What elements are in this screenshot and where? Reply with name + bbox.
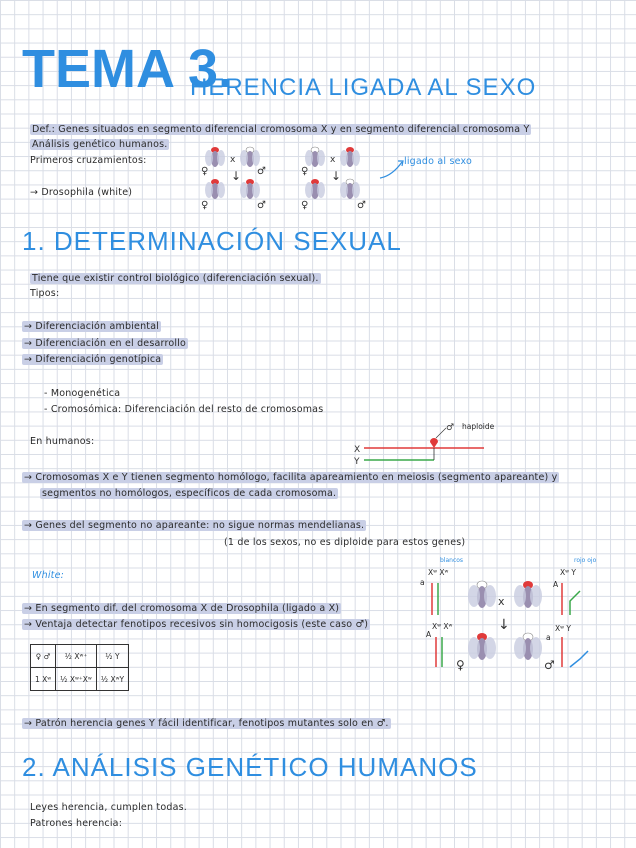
- allele-a-left: a: [420, 578, 425, 587]
- tema-subtitle: HERENCIA LIGADA AL SEXO: [190, 74, 537, 101]
- ligado-label: ligado al sexo: [404, 156, 473, 167]
- xw-y-low-label: Xʷ Y: [555, 624, 571, 633]
- svg-text:Y: Y: [354, 457, 360, 467]
- svg-text:♀: ♀: [301, 166, 309, 177]
- genes-line2: (1 de los sexos, no es diploide para estos genes): [224, 537, 466, 548]
- punnett-row1: 1 Xʷ: [31, 668, 56, 691]
- svg-text:x: x: [498, 595, 505, 608]
- punnett-cell1: ½ Xʷ⁺Xʷ: [56, 668, 97, 691]
- svg-text:♀: ♀: [201, 166, 209, 177]
- svg-text:♀: ♀: [456, 658, 465, 672]
- tipos-text: Tipos:: [30, 288, 60, 299]
- section2-heading: 2. ANÁLISIS GENÉTICO HUMANOS: [22, 752, 478, 782]
- svg-text:x: x: [230, 155, 236, 165]
- svg-text:♂: ♂: [357, 200, 366, 211]
- allele-a-right: A: [553, 580, 559, 589]
- tipo-item-genotipica: → Diferenciación genotípica: [24, 354, 162, 365]
- svg-text:↓: ↓: [498, 617, 510, 633]
- svg-text:♀: ♀: [201, 200, 209, 211]
- svg-text:♂: ♂: [544, 658, 555, 672]
- analisis-text: Análisis genético humanos.: [32, 139, 168, 150]
- svg-text:x: x: [330, 155, 336, 165]
- patrones-text: Patrones herencia:: [30, 818, 123, 829]
- en-segmento-text: → En segmento dif. del cromosoma X de Drosophila (ligado a X): [24, 603, 340, 614]
- punnett-table: [30, 644, 129, 691]
- subitem-monogenetica: - Monogenética: [44, 388, 121, 399]
- primeros-text: Primeros cruzamientos:: [30, 155, 147, 166]
- rojo-ojo-label: rojo ojo: [574, 557, 597, 564]
- xwxw-label: Xʷ Xʷ: [428, 568, 449, 577]
- xwy-label: Xʷ Y: [560, 568, 576, 577]
- ventaja-text: → Ventaja detectar fenotipos recesivos sin homocigosis (este caso ♂): [24, 619, 369, 630]
- cromosomas-line2: segmentos no homólogos, específicos de cada cromosoma.: [42, 488, 337, 499]
- punnett-col2: ½ Y: [96, 645, 128, 668]
- control-text: Tiene que existir control biológico (diferenciación sexual).: [32, 273, 319, 284]
- punnett-cell2: ½ XʷY: [96, 668, 128, 691]
- allele-a-right-low: a: [546, 633, 551, 642]
- blancos-label: blancos: [440, 557, 464, 564]
- xwxw-low-label: Xʷ Xʷ: [432, 622, 453, 631]
- svg-text:♂: ♂: [446, 423, 455, 433]
- drosophila-text: → Drosophila (white): [30, 187, 133, 198]
- fly-crosses-top: [195, 140, 395, 220]
- definition-text: Def.: Genes situados en segmento diferencial cromosoma X y en segmento diferencial cromosoma Y: [32, 124, 530, 135]
- subitem-cromosomica: - Cromosómica: Diferenciación del resto de cromosomas: [44, 404, 324, 415]
- tema-title: TEMA 3.: [22, 39, 234, 99]
- svg-text:↓: ↓: [331, 169, 342, 183]
- cromosomas-line1: → Cromosomas X e Y tienen segmento homólogo, facilita apareamiento en meiosis (segmento apareante) y: [24, 472, 558, 483]
- leyes-text: Leyes herencia, cumplen todas.: [30, 802, 187, 813]
- svg-text:♂: ♂: [257, 166, 266, 177]
- punnett-corner: ♀ ♂: [31, 645, 56, 668]
- svg-text:♂: ♂: [257, 200, 266, 211]
- punnett-col1: ½ Xʷ⁺: [56, 645, 97, 668]
- humanos-text: En humanos:: [30, 436, 95, 447]
- svg-text:♀: ♀: [301, 200, 309, 211]
- svg-text:↓: ↓: [231, 169, 242, 183]
- white-label: White:: [32, 570, 65, 581]
- svg-text:X: X: [354, 445, 361, 455]
- white-cross-diagram: [420, 575, 600, 675]
- patron-text: → Patrón herencia genes Y fácil identificar, fenotipos mutantes solo en ♂.: [24, 718, 389, 729]
- tipo-item-ambiental: → Diferenciación ambiental: [24, 321, 160, 332]
- allele-a-left-low: A: [426, 630, 432, 639]
- blue-arrow: [378, 158, 408, 182]
- genes-line1: → Genes del segmento no apareante: no sigue normas mendelianas.: [24, 520, 365, 531]
- section1-heading: 1. DETERMINACIÓN SEXUAL: [22, 226, 402, 256]
- tipo-item-desarrollo: → Diferenciación en el desarrollo: [24, 338, 187, 349]
- haploide-label: haploide: [462, 422, 495, 431]
